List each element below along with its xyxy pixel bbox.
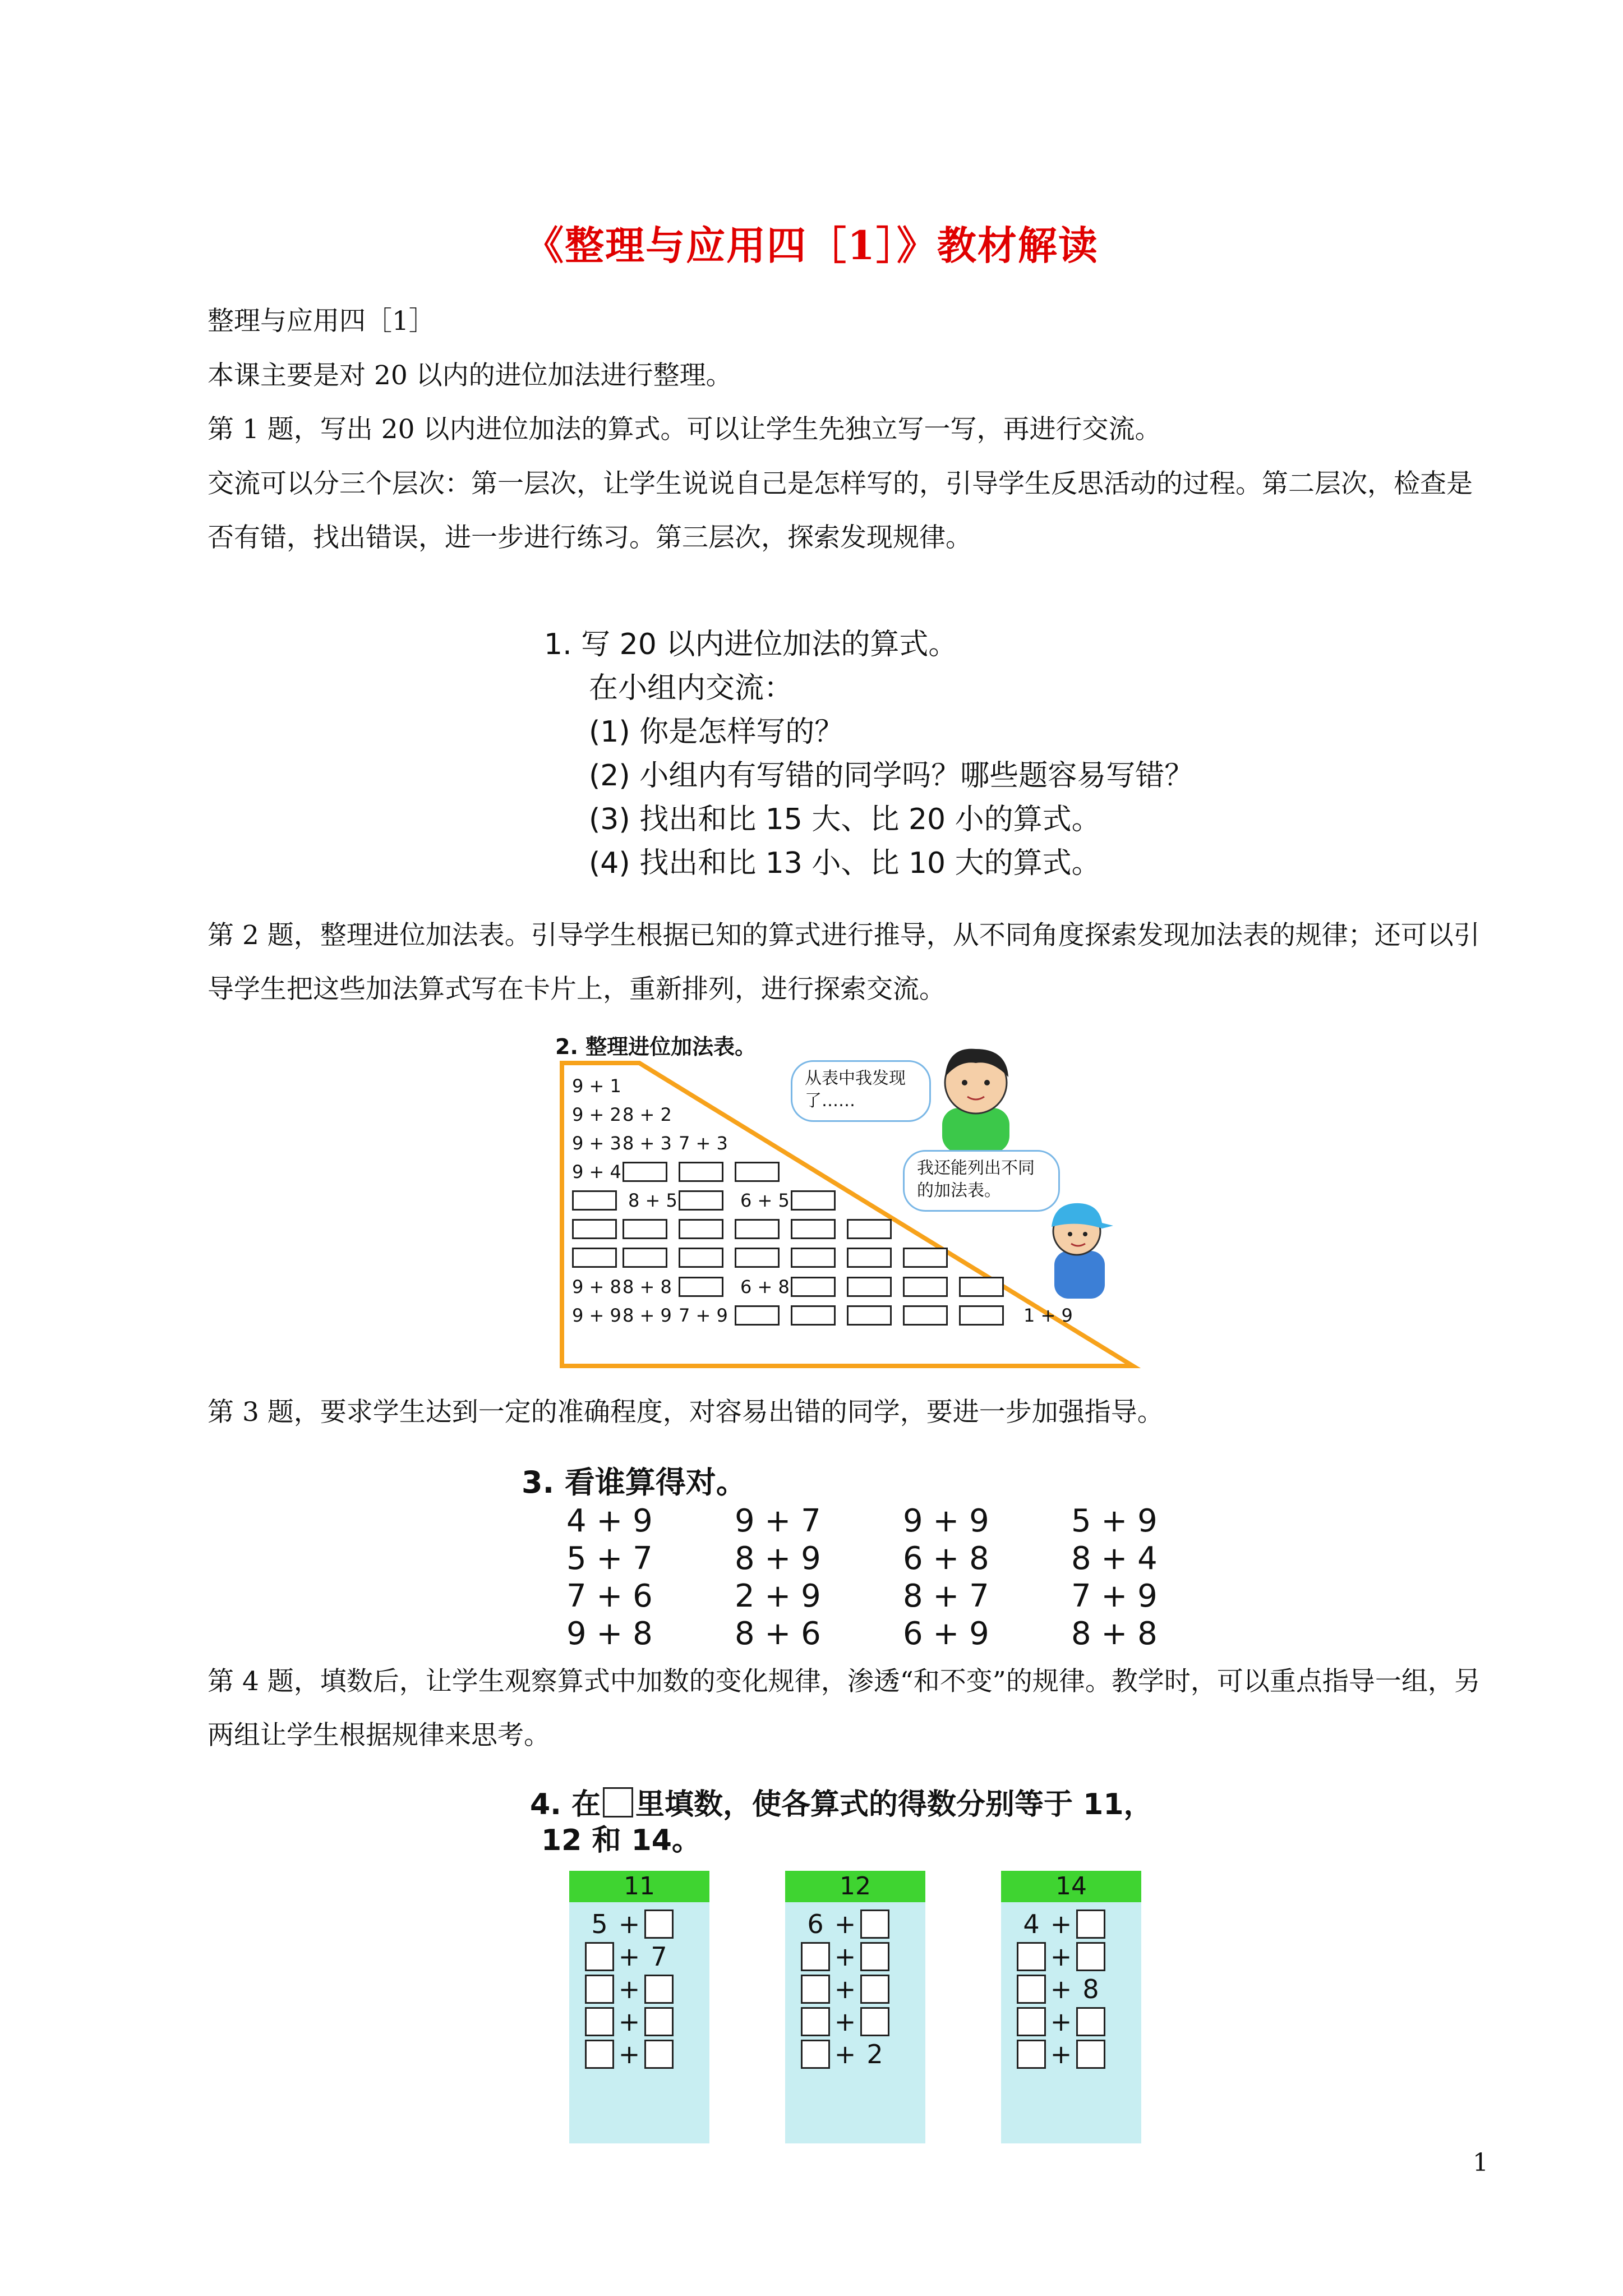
problem: 5 + 9 xyxy=(1071,1503,1158,1539)
answer-box[interactable] xyxy=(791,1305,836,1326)
plus-sign: + xyxy=(834,1941,856,1972)
answer-box[interactable] xyxy=(791,1277,836,1297)
exercise-3-title: 3. 看谁算得对。 xyxy=(522,1465,746,1500)
sum-group-11 xyxy=(569,1871,709,2143)
speech-bubble-1: 从表中我发现了…… xyxy=(791,1060,931,1122)
table-equation: 9 + 8 xyxy=(572,1276,621,1297)
sum-group-body xyxy=(1001,1902,1141,2143)
speech-bubble-2: 我还能列出不同的加法表。 xyxy=(903,1150,1060,1212)
answer-box[interactable] xyxy=(679,1277,723,1297)
sum-groups xyxy=(569,1871,1186,2174)
answer-box[interactable] xyxy=(735,1162,780,1182)
table-equation: 8 + 2 xyxy=(623,1104,672,1125)
table-equation: 8 + 5 xyxy=(628,1190,677,1211)
sum-row xyxy=(785,2005,925,2038)
problem: 8 + 4 xyxy=(1071,1540,1158,1577)
fill-in-box[interactable] xyxy=(860,2007,889,2036)
table-equation: 6 + 5 xyxy=(740,1190,790,1211)
answer-box[interactable] xyxy=(959,1277,1004,1297)
sum-group-14 xyxy=(1001,1871,1141,2143)
fill-in-box[interactable] xyxy=(585,2007,614,2036)
sum-row xyxy=(569,1973,709,2005)
fill-in-box[interactable] xyxy=(585,2040,614,2069)
plus-sign: + xyxy=(834,1909,856,1939)
exercise-4-title xyxy=(530,1787,1231,1858)
sum-row xyxy=(569,2038,709,2070)
exercise-1-item: (1) 你是怎样写的？ xyxy=(589,715,844,749)
answer-box[interactable] xyxy=(903,1248,948,1268)
answer-box[interactable] xyxy=(623,1248,667,1268)
table-equation: 9 + 1 xyxy=(572,1075,621,1097)
sum-group-12 xyxy=(785,1871,925,2143)
sum-row xyxy=(785,1940,925,1973)
document-title: 《整理与应用四［1］》教材解读 xyxy=(524,222,1099,269)
paragraph-levels-text: 交流可以分三个层次：第一层次，让学生说说自己是怎样写的，引导学生反思活动的过程。第二层次，检查是否有错，找出错误，进一步进行练习。第三层次，探索发现规律。 xyxy=(208,468,1473,553)
exercise-2 xyxy=(555,1029,1150,1377)
answer-box[interactable] xyxy=(623,1162,667,1182)
exercise-4-title-post: 里填数，使各算式的得数分别等于 11， xyxy=(635,1788,1153,1821)
answer-box[interactable] xyxy=(679,1162,723,1182)
subtitle: 整理与应用四［1］ xyxy=(208,306,435,337)
problem: 7 + 9 xyxy=(1071,1578,1158,1614)
sum-row xyxy=(569,2005,709,2038)
sum-group-body xyxy=(785,1902,925,2143)
problem: 9 + 9 xyxy=(903,1503,989,1539)
fill-in-box[interactable] xyxy=(1017,1975,1046,2004)
problem: 5 + 7 xyxy=(566,1540,653,1577)
table-equation: 9 + 2 xyxy=(572,1104,621,1125)
sum-row xyxy=(1001,2038,1141,2070)
plus-sign: + xyxy=(618,1909,640,1939)
plus-sign: + xyxy=(1050,1941,1072,1972)
sum-row xyxy=(1001,1908,1141,1940)
table-equation: 7 + 3 xyxy=(679,1133,728,1154)
table-equation: 6 + 8 xyxy=(740,1276,790,1297)
exercise-4-title-pre: 4. 在 xyxy=(530,1788,601,1821)
table-equation: 8 + 9 xyxy=(623,1305,672,1326)
answer-box[interactable] xyxy=(903,1277,948,1297)
answer-box[interactable] xyxy=(735,1305,780,1326)
sum-group-body xyxy=(569,1902,709,2143)
problem: 6 + 9 xyxy=(903,1616,989,1652)
sum-row xyxy=(785,2038,925,2070)
sum-row xyxy=(569,1908,709,1940)
fill-in-box[interactable] xyxy=(644,1910,674,1939)
sum-row xyxy=(1001,1940,1141,1973)
answer-box[interactable] xyxy=(735,1248,780,1268)
plus-sign: + xyxy=(618,2039,640,2069)
fill-in-box[interactable] xyxy=(1076,1942,1105,1971)
answer-box[interactable] xyxy=(679,1219,723,1239)
boy-illustration-2 xyxy=(1052,1203,1113,1299)
exercise-1-item: (2) 小组内有写错的同学吗？哪些题容易写错？ xyxy=(589,759,1194,793)
fill-in-box[interactable] xyxy=(1076,2040,1105,2069)
exercise-4 xyxy=(530,1787,1231,2069)
fill-in-box[interactable] xyxy=(1076,2007,1105,2036)
page-number: 1 xyxy=(1473,2148,1488,2177)
fill-in-box[interactable] xyxy=(585,1942,614,1971)
problem: 7 + 6 xyxy=(566,1578,653,1614)
fill-in-box[interactable] xyxy=(860,1942,889,1971)
fill-in-box[interactable] xyxy=(1017,2040,1046,2069)
answer-box[interactable] xyxy=(572,1248,617,1268)
problem: 2 + 9 xyxy=(735,1578,821,1614)
paragraph-ex1: 第 1 题，写出 20 以内进位加法的算式。可以让学生先独立写一写，再进行交流。 xyxy=(208,414,1161,445)
paragraph-ex2: 第 2 题，整理进位加法表。引导学生根据已知的算式进行推导，从不同角度探索发现加法表的规律；还可以引导学生把这些加法算式写在卡片上，重新排列，进行探索交流。 xyxy=(208,920,1480,1005)
addend-number: 7 xyxy=(651,1941,667,1972)
sum-row xyxy=(1001,2005,1141,2038)
plus-sign: + xyxy=(834,1974,856,2004)
answer-box[interactable] xyxy=(679,1248,723,1268)
table-equation: 9 + 4 xyxy=(572,1161,621,1182)
exercise-4-title-line2: 12 和 14。 xyxy=(541,1824,701,1857)
answer-box[interactable] xyxy=(572,1190,617,1211)
paragraph-ex3: 第 3 题，要求学生达到一定的准确程度，对容易出错的同学，要进一步加强指导。 xyxy=(208,1397,1164,1428)
boy-illustration-1 xyxy=(942,1049,1009,1153)
problem: 8 + 9 xyxy=(735,1540,821,1577)
plus-sign: + xyxy=(1050,2007,1072,2037)
fill-in-box[interactable] xyxy=(801,2007,830,2036)
exercise-1-item: (4) 找出和比 13 小、比 10 大的算式。 xyxy=(589,846,1101,880)
sum-row xyxy=(785,1908,925,1940)
paragraph-levels xyxy=(208,457,1486,565)
plus-sign: + xyxy=(618,1941,640,1972)
answer-box[interactable] xyxy=(791,1219,836,1239)
problem: 9 + 7 xyxy=(735,1503,821,1539)
plus-sign: + xyxy=(618,2007,640,2037)
fill-in-box[interactable] xyxy=(1017,1942,1046,1971)
fill-in-box[interactable] xyxy=(644,2007,674,2036)
problem: 8 + 8 xyxy=(1071,1616,1158,1652)
answer-box[interactable] xyxy=(903,1305,948,1326)
answer-box[interactable] xyxy=(572,1219,617,1239)
plus-sign: + xyxy=(1050,2039,1072,2069)
fill-in-box[interactable] xyxy=(644,1975,674,2004)
intro-paragraph: 本课主要是对 20 以内的进位加法进行整理。 xyxy=(208,360,732,391)
answer-box[interactable] xyxy=(847,1277,892,1297)
sum-row xyxy=(569,1940,709,1973)
fill-in-box[interactable] xyxy=(801,1942,830,1971)
sum-group-header: 14 xyxy=(1001,1871,1141,1902)
fill-in-box[interactable] xyxy=(801,2040,830,2069)
answer-box[interactable] xyxy=(959,1305,1004,1326)
blank-square-icon xyxy=(603,1787,633,1818)
exercise-1-title: 1. 写 20 以内进位加法的算式。 xyxy=(544,628,958,661)
answer-box[interactable] xyxy=(791,1190,836,1211)
problem: 8 + 6 xyxy=(735,1616,821,1652)
problem: 8 + 7 xyxy=(903,1578,989,1614)
fill-in-box[interactable] xyxy=(860,1975,889,2004)
fill-in-box[interactable] xyxy=(644,2040,674,2069)
exercise-1 xyxy=(544,623,1217,885)
table-equation: 7 + 9 xyxy=(679,1305,728,1326)
plus-sign: + xyxy=(834,2007,856,2037)
plus-sign: + xyxy=(1050,1974,1072,2004)
problem: 9 + 8 xyxy=(566,1616,653,1652)
sum-group-header: 12 xyxy=(785,1871,925,1902)
addend-number: 5 xyxy=(591,1909,608,1939)
plus-sign: + xyxy=(1050,1909,1072,1939)
fill-in-box[interactable] xyxy=(585,1975,614,2004)
answer-box[interactable] xyxy=(791,1248,836,1268)
exercise-2-title: 2. 整理进位加法表。 xyxy=(555,1034,757,1059)
sum-group-header: 11 xyxy=(569,1871,709,1902)
exercise-1-intro: 在小组内交流： xyxy=(589,671,794,705)
table-equation: 8 + 3 xyxy=(623,1133,672,1154)
exercise-3-grid xyxy=(522,1502,1223,1653)
paragraph-ex4: 第 4 题，填数后，让学生观察算式中加数的变化规律，渗透“和不变”的规律。教学时，可以重点指导一组，另两组让学生根据规律来思考。 xyxy=(208,1666,1481,1751)
exercise-3 xyxy=(522,1458,1223,1653)
table-equation: 9 + 9 xyxy=(572,1305,621,1326)
fill-in-box[interactable] xyxy=(1076,1910,1105,1939)
plus-sign: + xyxy=(618,1974,640,2004)
table-equation-last: 1 + 9 xyxy=(1023,1305,1073,1326)
answer-box[interactable] xyxy=(623,1219,667,1239)
problem: 4 + 9 xyxy=(566,1503,653,1539)
answer-box[interactable] xyxy=(847,1248,892,1268)
answer-box[interactable] xyxy=(847,1219,892,1239)
addend-number: 6 xyxy=(807,1909,824,1939)
fill-in-box[interactable] xyxy=(1017,2007,1046,2036)
fill-in-box[interactable] xyxy=(801,1975,830,2004)
table-equation: 8 + 8 xyxy=(623,1276,672,1297)
sum-row xyxy=(1001,1973,1141,2005)
answer-box[interactable] xyxy=(679,1190,723,1211)
plus-sign: + xyxy=(834,2039,856,2069)
addend-number: 2 xyxy=(866,2039,883,2069)
answer-box[interactable] xyxy=(847,1305,892,1326)
addend-number: 4 xyxy=(1023,1909,1040,1939)
exercise-1-item: (3) 找出和比 15 大、比 20 小的算式。 xyxy=(589,803,1101,836)
sum-row xyxy=(785,1973,925,2005)
answer-box[interactable] xyxy=(735,1219,780,1239)
table-equation: 9 + 3 xyxy=(572,1133,621,1154)
addend-number: 8 xyxy=(1082,1974,1099,2004)
fill-in-box[interactable] xyxy=(860,1910,889,1939)
problem: 6 + 8 xyxy=(903,1540,989,1577)
